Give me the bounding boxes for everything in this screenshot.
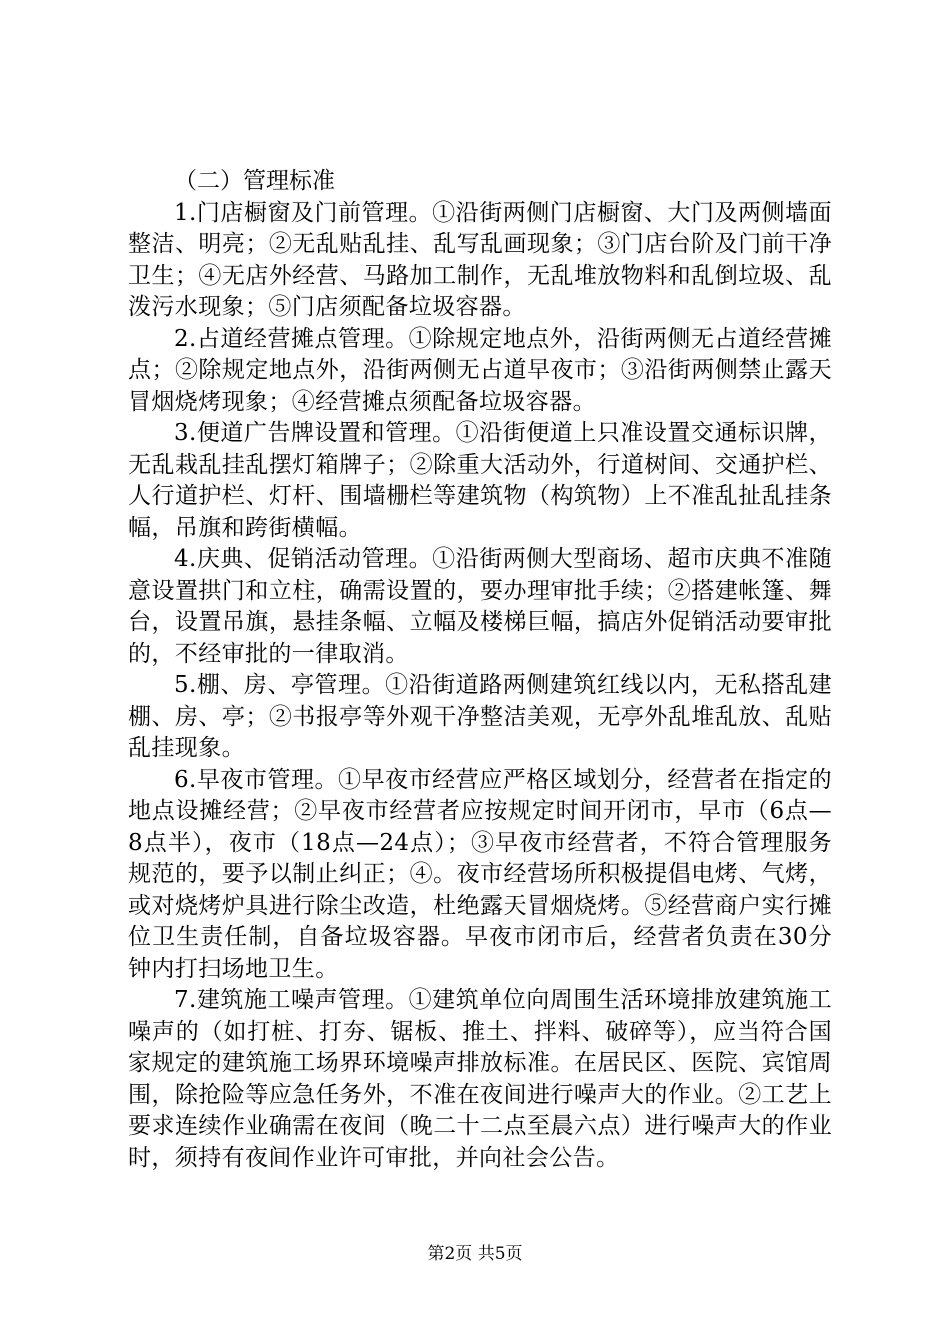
section-heading: （二）管理标准: [174, 168, 335, 194]
paragraph-street-stalls: 2.占道经营摊点管理。①除规定地点外，沿街两侧无占道经营摊点；②除规定地点外，沿街两侧无占道早夜市；③沿街两侧禁止露天冒烟烧烤现象；④经营摊点须配备垃圾容器。: [128, 325, 832, 415]
document-body: [128, 166, 832, 1174]
paragraph-promotions: 4.庆典、促销活动管理。①沿街两侧大型商场、超市庆典不准随意设置拱门和立柱，确需设置的，要办理审批手续；②搭建帐篷、舞台，设置吊旗，悬挂条幅、立幅及楼梯巨幅，搞店外促销活动要审批的，不经审批的一律取消。: [128, 546, 832, 667]
paragraph-sheds-kiosks: 5.棚、房、亭管理。①沿街道路两侧建筑红线以内，无私搭乱建棚、房、亭；②书报亭等外观干净整洁美观，无亭外乱堆乱放、乱贴乱挂现象。: [128, 672, 832, 761]
paragraph-construction-noise: 7.建筑施工噪声管理。①建筑单位向周围生活环境排放建筑施工噪声的（如打桩、打夯、锯板、推土、拌料、破碎等），应当符合国家规定的建筑施工场界环境噪声排放标准。在居民区、医院、宾馆周围，除抢险等应急任务外，不准在夜间进行噪声大的作业。②工艺上要求连续作业确需在夜间（晚二十二点至晨六点）进行噪声大的作业时，须持有夜间作业许可审批，并向社会公告。: [128, 987, 832, 1171]
paragraph-night-market: 6.早夜市管理。①早夜市经营应严格区域划分，经营者在指定的地点设摊经营；②早夜市经营者应按规定时间开闭市，早市（6点—8点半），夜市（18点—24点）；③早夜市经营者，不符合管理服务规范的，要予以制止纠正；④。夜市经营场所积极提倡电烤、气烤，或对烧烤炉具进行除尘改造，杜绝露天冒烟烧烤。⑤经营商户实行摊位卫生责任制，自备垃圾容器。早夜市闭市后，经营者负责在30分钟内打扫场地卫生。: [128, 766, 832, 982]
paragraph-storefront: 1.门店橱窗及门前管理。①沿街两侧门店橱窗、大门及两侧墙面整洁、明亮；②无乱贴乱挂、乱写乱画现象；③门店台阶及门前干净卫生；④无店外经营、马路加工制作，无乱堆放物料和乱倒垃圾、乱泼污水现象；⑤门店须配备垃圾容器。: [128, 199, 832, 320]
paragraph-billboards: 3.便道广告牌设置和管理。①沿街便道上只准设置交通标识牌，无乱栽乱挂乱摆灯箱牌子；②除重大活动外，行道树间、交通护栏、人行道护栏、灯杆、围墙栅栏等建筑物（构筑物）上不准乱扯乱挂条幅，吊旗和跨街横幅。: [128, 420, 832, 541]
page-footer: 第2页 共5页: [427, 1244, 523, 1264]
